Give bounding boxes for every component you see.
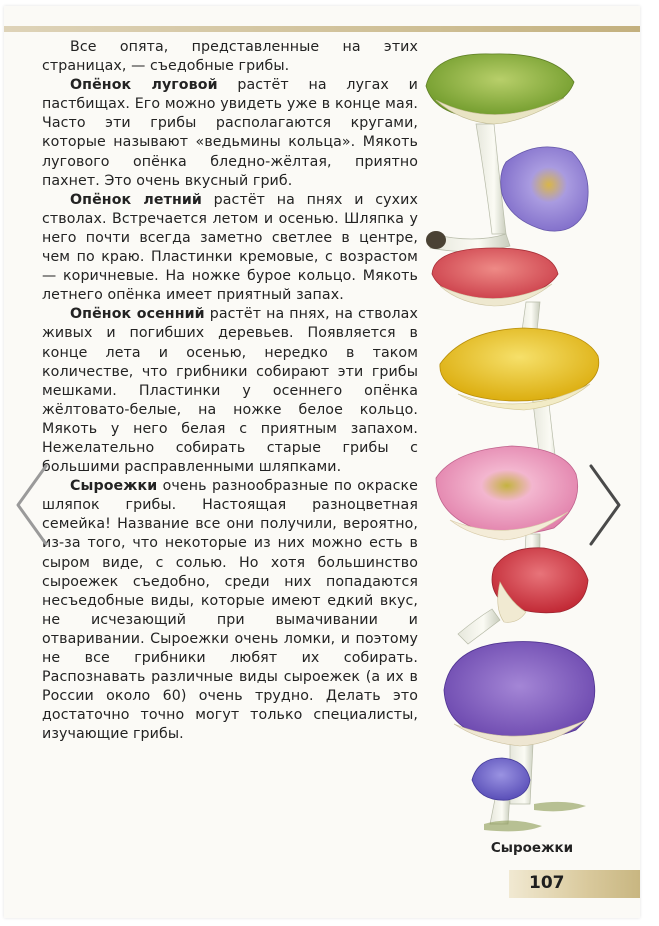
chevron-left-icon xyxy=(10,460,54,550)
russula-illustration xyxy=(414,34,614,864)
paragraph-russula xyxy=(42,477,418,744)
book-page xyxy=(4,6,640,918)
paragraph-text: растёт на пнях и сухих стволах. Встречается летом и осенью. Шляпка у него почти всегда заметно светлее в центре, чем по краю. Пластинки кремовые, с возрастом — коричневые. На ножке бурое кольцо. Мякоть летнего опёнка имеет приятный запах. xyxy=(42,191,418,304)
paragraph-term: Опёнок летний xyxy=(70,191,202,208)
page-number: 107 xyxy=(529,873,565,893)
next-page-button[interactable] xyxy=(583,460,627,550)
paragraph-term: Опёнок луговой xyxy=(70,77,218,94)
paragraph-intro xyxy=(42,38,418,76)
text-column xyxy=(42,38,418,744)
paragraph-text: Все опята, представленные на этих страницах, — съедобные грибы. xyxy=(42,39,418,75)
paragraph-text: растёт на лугах и пастбищах. Его можно увидеть уже в конце мая. Часто эти грибы располагаются кругами, которые называют «ведьмины кольца». Мякоть лугового опёнка бледно-жёлтая, приятно пахнет. Это очень вкусный гриб. xyxy=(42,77,419,189)
paragraph-autumn-honey-fungus xyxy=(42,305,418,477)
previous-page-button[interactable] xyxy=(10,460,54,550)
paragraph-term: Сыроежки xyxy=(70,478,158,495)
illustration-caption: Сыроежки xyxy=(490,840,574,856)
paragraph-summer-honey-fungus xyxy=(42,191,418,306)
paragraph-meadow-honey-fungus xyxy=(42,76,418,191)
paragraph-text: очень разнообразные по окраске шляпок грибы. Настоящая разноцветная семейка! Название все они получили, вероятно, из-за того, что некоторые из них можно есть в сыром виде, с солью. Но хотя большинство сыроежек съедобно, среди них попадаются несъедобные виды, которые имеют едкий вкус, не исчезающий при вымачивании и отваривании. Сыроежки очень ломки, и поэтому не все грибники любят их собирать. Распознавать различные виды сыроежек (а их в России около 60) очень трудно. Делать это достаточно точно могут только специалисты, изучающие грибы. xyxy=(42,478,418,743)
paragraph-term: Опёнок осенний xyxy=(70,306,205,323)
chevron-right-icon xyxy=(583,460,627,550)
page-header-stripe xyxy=(4,26,640,32)
paragraph-text: растёт на пнях, на стволах живых и погибших деревьев. Появляется в конце лета и осенью, нередко в таком количестве, что грибники собирают эти грибы мешками. Пластинки у осеннего опёнка жёлтовато-белые, на ножке белое кольцо. Мякоть у него белая с приятным запахом. Нежелательно собирать старые грибы с большими расправленными шляпками. xyxy=(42,306,418,476)
